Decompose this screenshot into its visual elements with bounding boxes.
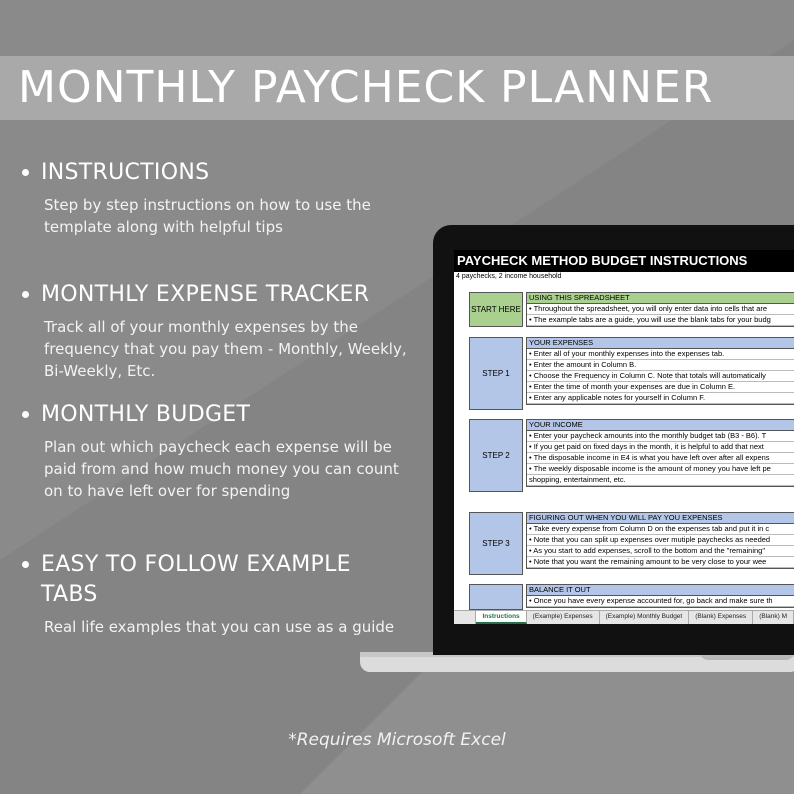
feature-heading: MONTHLY BUDGET <box>41 402 251 427</box>
step-box-3 <box>526 512 794 569</box>
step-label-1: STEP 1 <box>469 337 523 410</box>
tab-blank-expenses[interactable]: (Blank) Expenses <box>689 611 753 624</box>
bullet-icon <box>22 561 29 568</box>
step-label-4 <box>469 584 523 610</box>
feature-expense-tracker <box>20 280 420 382</box>
tab-blank-monthly[interactable]: (Blank) M <box>753 611 794 624</box>
bullet-icon <box>22 169 29 176</box>
step-title: BALANCE IT OUT <box>527 585 794 596</box>
spreadsheet-subheader: 4 paychecks, 2 income household <box>456 273 562 280</box>
feature-instructions <box>20 158 420 238</box>
spreadsheet-body <box>454 282 794 612</box>
step-line: • Note that you can split up expenses over mutiple paychecks as needed <box>527 535 794 546</box>
tab-example-expenses[interactable]: (Example) Expenses <box>527 611 600 624</box>
step-line: • As you start to add expenses, scroll to the bottom and the "remaining" <box>527 546 794 557</box>
tab-example-monthly-budget[interactable]: (Example) Monthly Budget <box>600 611 690 624</box>
requirement-note: *Requires Microsoft Excel <box>288 730 506 750</box>
step-line: • If you get paid on fixed days in the month, it is helpful to add that next <box>527 442 794 453</box>
step-title: YOUR EXPENSES <box>527 338 794 349</box>
bullet-icon <box>22 291 29 298</box>
step-line: • Note that you want the remaining amount to be very close to your wee <box>527 557 794 568</box>
step-box-2 <box>526 419 794 487</box>
feature-heading: EASY TO FOLLOW EXAMPLE TABS <box>41 552 351 607</box>
step-title: FIGURING OUT WHEN YOU WILL PAY YOU EXPENSES <box>527 513 794 524</box>
spreadsheet-screen <box>454 250 794 624</box>
feature-description: Real life examples that you can use as a guide <box>44 618 395 636</box>
feature-heading: MONTHLY EXPENSE TRACKER <box>41 282 370 307</box>
step-line: • Enter all of your monthly expenses into the expenses tab. <box>527 349 794 360</box>
bullet-icon <box>22 411 29 418</box>
step-line: shopping, entertainment, etc. <box>527 475 794 486</box>
feature-example-tabs <box>20 550 400 638</box>
step-line: • Take every expense from Column D on the expenses tab and put it in c <box>527 524 794 535</box>
step-title: USING THIS SPREADSHEET <box>527 293 794 304</box>
feature-heading: INSTRUCTIONS <box>41 160 210 185</box>
feature-monthly-budget <box>20 400 420 502</box>
step-label-2: STEP 2 <box>469 419 523 492</box>
spreadsheet-header: PAYCHECK METHOD BUDGET INSTRUCTIONS <box>454 250 794 272</box>
step-line: • Throughout the spreadsheet, you will only enter data into cells that are <box>527 304 794 315</box>
step-line: • Once you have every expense accounted for, go back and make sure th <box>527 596 794 607</box>
step-box-1 <box>526 337 794 405</box>
feature-description: Track all of your monthly expenses by the frequency that you pay them - Monthly, Weekly, Bi-Weekly, Etc. <box>44 318 407 380</box>
step-line: • Choose the Frequency in Column C. Note that totals will automatically <box>527 371 794 382</box>
step-box-start <box>526 292 794 327</box>
sheet-tab-bar <box>454 610 794 624</box>
step-line: • Enter the time of month your expenses are due in Column E. <box>527 382 794 393</box>
tab-instructions[interactable]: Instructions <box>476 611 526 624</box>
step-box-4 <box>526 584 794 608</box>
step-title: YOUR INCOME <box>527 420 794 431</box>
feature-description: Step by step instructions on how to use the template along with helpful tips <box>44 196 371 236</box>
step-line: • Enter any applicable notes for yourself in Column F. <box>527 393 794 404</box>
step-line: • The weekly disposable income is the amount of money you have left pe <box>527 464 794 475</box>
step-line: • The example tabs are a guide, you will use the blank tabs for your budg <box>527 315 794 326</box>
step-line: • Enter your paycheck amounts into the monthly budget tab (B3 - B6). T <box>527 431 794 442</box>
page-title: MONTHLY PAYCHECK PLANNER <box>18 62 714 113</box>
step-line: • The disposable income in E4 is what you have left over after all expens <box>527 453 794 464</box>
step-label-3: STEP 3 <box>469 512 523 575</box>
feature-description: Plan out which paycheck each expense will be paid from and how much money you can count on to have left over for spending <box>44 438 399 500</box>
step-line: • Enter the amount in Column B. <box>527 360 794 371</box>
step-label-start: START HERE <box>469 292 523 327</box>
tab-nav-area[interactable] <box>454 611 476 624</box>
